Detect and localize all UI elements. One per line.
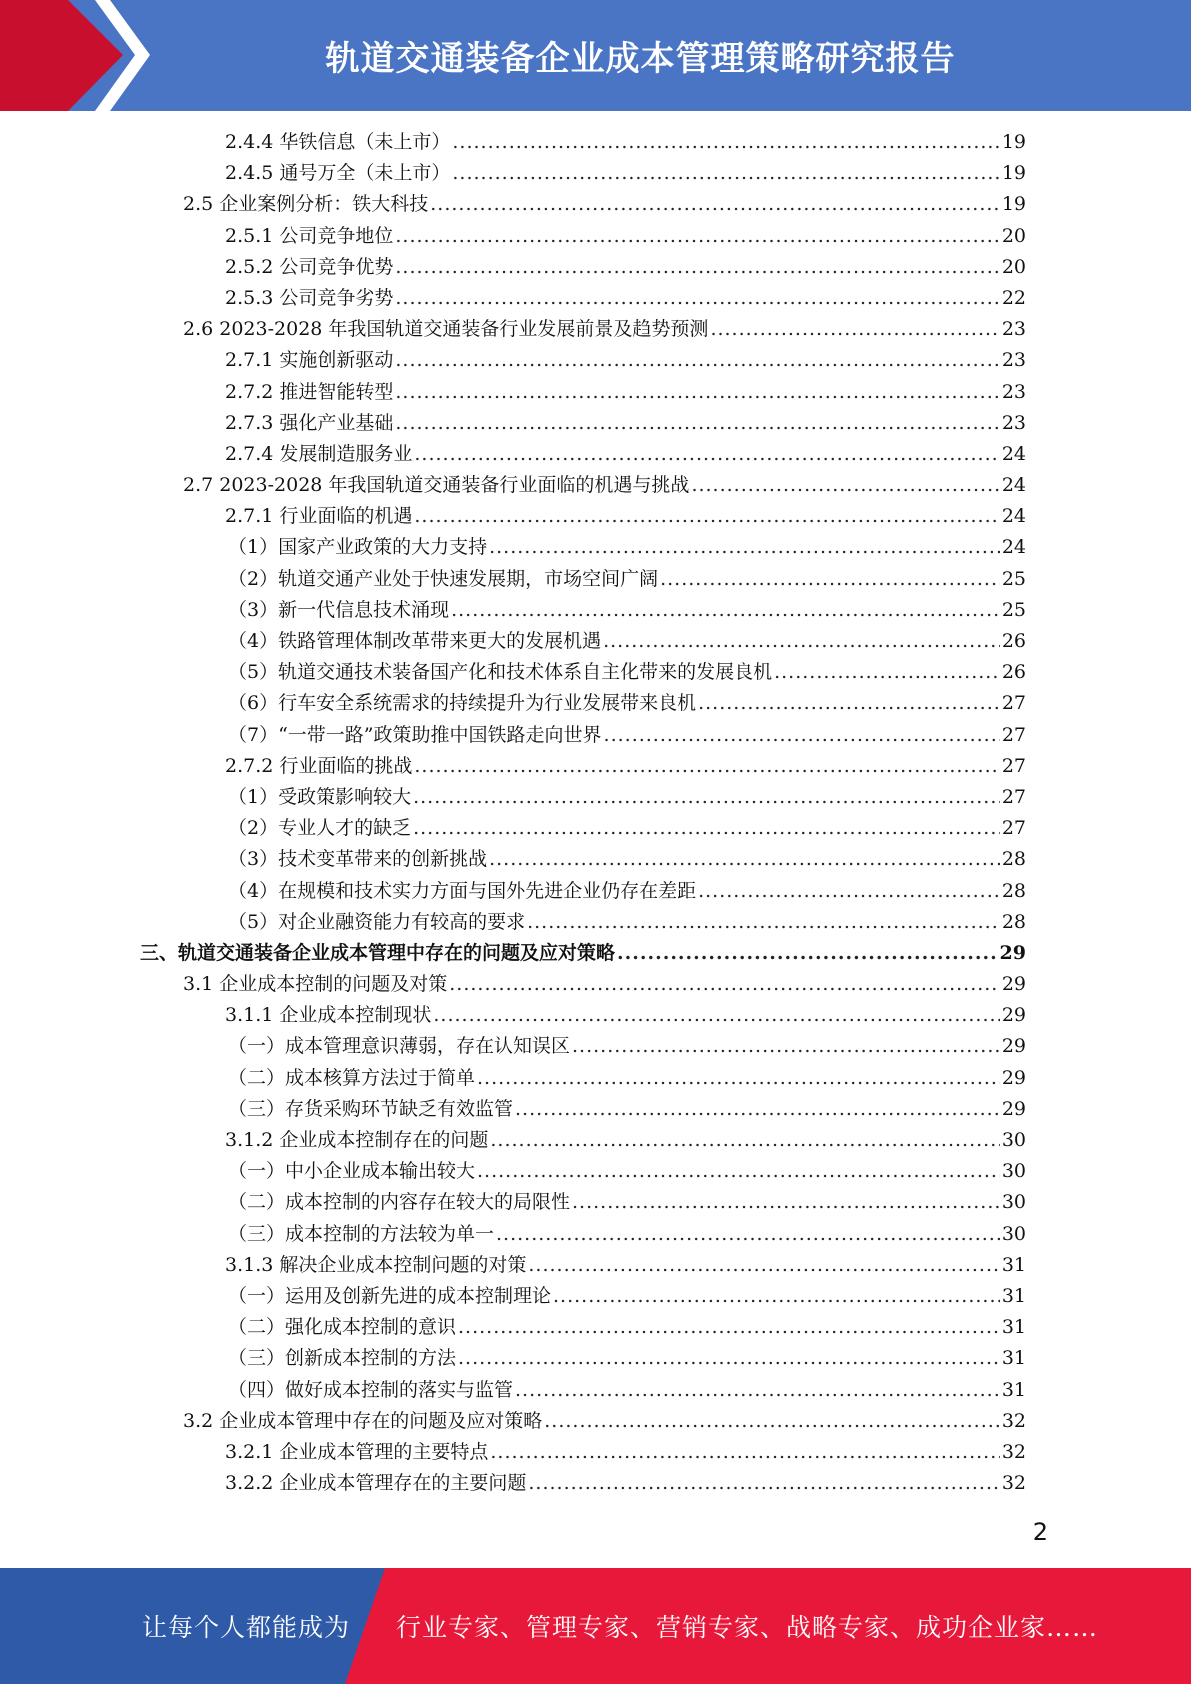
toc-entry[interactable]	[0, 1312, 1026, 1343]
toc-entry-title: 2.5 企业案例分析：铁大科技	[183, 193, 429, 216]
toc-entry-title: 3.1.3 解决企业成本控制问题的对策	[225, 1253, 527, 1276]
toc-entry[interactable]	[0, 1281, 1026, 1312]
toc-entry[interactable]	[0, 564, 1026, 595]
toc-entry[interactable]	[0, 782, 1026, 813]
toc-entry-title: （1）国家产业政策的大力支持	[228, 536, 488, 559]
toc-dot-leader	[449, 969, 1000, 1000]
toc-entry[interactable]	[0, 1437, 1026, 1468]
toc-entry[interactable]	[0, 751, 1026, 782]
toc-entry[interactable]	[0, 1000, 1026, 1031]
toc-entry-page: 32	[1001, 1440, 1026, 1463]
toc-dot-leader	[414, 439, 999, 470]
toc-dot-leader	[414, 501, 999, 532]
toc-entry-title: （7）“一带一路”政策助推中国铁路走向世界	[228, 723, 602, 746]
toc-entry-title: 三、轨道交通装备企业成本管理中存在的问题及应对策略	[140, 941, 616, 964]
toc-dot-leader	[774, 657, 1000, 688]
toc-entry-title: （3）技术变革带来的创新挑战	[228, 848, 488, 871]
toc-entry[interactable]	[0, 439, 1026, 470]
toc-entry[interactable]	[0, 626, 1026, 657]
toc-entry[interactable]	[0, 501, 1026, 532]
footer-slogan-right: 行业专家、管理专家、营销专家、战略专家、成功企业家……	[396, 1613, 1099, 1642]
toc-entry[interactable]	[0, 844, 1026, 875]
toc-dot-leader	[452, 158, 999, 189]
toc-entry-title: 3.2 企业成本管理中存在的问题及应对策略	[183, 1409, 543, 1432]
toc-entry-page: 29	[1001, 973, 1026, 996]
toc-entry[interactable]	[0, 221, 1026, 252]
toc-entry-title: （2）轨道交通产业处于快速发展期，市场空间广阔	[228, 567, 659, 590]
toc-entry-title: （4）在规模和技术实力方面与国外先进企业仍存在差距	[228, 879, 697, 902]
toc-dot-leader	[515, 1094, 1000, 1125]
toc-dot-leader	[617, 938, 998, 969]
toc-entry-page: 24	[1001, 474, 1026, 497]
toc-entry-page: 23	[1001, 411, 1026, 434]
toc-entry[interactable]	[0, 252, 1026, 283]
toc-dot-leader	[395, 345, 999, 376]
toc-entry-title: （四）做好成本控制的落实与监管	[228, 1378, 514, 1401]
toc-entry-page: 31	[1001, 1378, 1026, 1401]
toc-dot-leader	[691, 470, 999, 501]
toc-entry-title: 2.7.4 发展制造服务业	[225, 442, 413, 465]
toc-entry-title: 2.7.2 推进智能转型	[225, 380, 394, 403]
toc-entry[interactable]	[0, 969, 1026, 1000]
toc-entry[interactable]	[0, 688, 1026, 719]
toc-entry[interactable]	[0, 1125, 1026, 1156]
toc-entry-page: 19	[1001, 193, 1026, 216]
toc-dot-leader	[515, 1375, 1000, 1406]
toc-entry[interactable]	[0, 1187, 1026, 1218]
toc-entry-title: （6）行车安全系统需求的持续提升为行业发展带来良机	[228, 692, 697, 715]
toc-entry-page: 27	[1001, 692, 1026, 715]
toc-dot-leader	[489, 844, 1000, 875]
toc-entry-page: 29	[1001, 1004, 1026, 1027]
toc-dot-leader	[528, 1468, 999, 1499]
toc-entry-title: （二）成本核算方法过于简单	[228, 1066, 476, 1089]
toc-entry-title: （二）强化成本控制的意识	[228, 1316, 457, 1339]
toc-dot-leader	[660, 564, 1000, 595]
toc-dot-leader	[414, 751, 999, 782]
toc-entry-title: （二）成本控制的内容存在较大的局限性	[228, 1191, 571, 1214]
toc-entry-page: 24	[1001, 505, 1026, 528]
toc-entry[interactable]	[0, 938, 1026, 969]
toc-entry-page: 19	[1001, 131, 1026, 153]
toc-entry-page: 27	[1001, 817, 1026, 840]
toc-entry[interactable]	[0, 377, 1026, 408]
toc-entry-page: 30	[1001, 1129, 1026, 1151]
toc-entry-page: 23	[1001, 380, 1026, 403]
toc-entry[interactable]	[0, 1406, 1026, 1437]
toc-entry-title: （1）受政策影响较大	[228, 785, 412, 808]
toc-entry-page: 23	[1001, 318, 1026, 341]
toc-entry-title: 3.1 企业成本控制的问题及对策	[183, 973, 448, 996]
toc-entry-page: 26	[1001, 661, 1026, 684]
toc-entry[interactable]	[0, 189, 1026, 220]
toc-entry-title: 2.5.3 公司竞争劣势	[225, 286, 394, 309]
toc-dot-leader	[395, 221, 999, 252]
toc-dot-leader	[395, 408, 999, 439]
toc-entry-title: 3.2.2 企业成本管理存在的主要问题	[225, 1472, 527, 1495]
toc-entry[interactable]	[0, 1375, 1026, 1406]
toc-dot-leader	[477, 1156, 1000, 1187]
toc-entry-page: 19	[1001, 162, 1026, 185]
toc-entry-page: 31	[1001, 1253, 1026, 1276]
toc-entry[interactable]	[0, 876, 1026, 907]
toc-entry-title: 2.4.5 通号万全（未上市）	[225, 162, 451, 185]
toc-entry-title: 2.5.2 公司竞争优势	[225, 255, 394, 278]
toc-dot-leader	[395, 377, 999, 408]
toc-entry[interactable]	[0, 1156, 1026, 1187]
toc-entry-page: 26	[1001, 630, 1026, 652]
toc-entry[interactable]	[0, 720, 1026, 751]
toc-dot-leader	[458, 1312, 1000, 1343]
toc-entry[interactable]	[0, 1063, 1026, 1094]
toc-dot-leader	[430, 189, 1000, 220]
toc-entry-page: 31	[1001, 1284, 1026, 1307]
footer-banner	[0, 1568, 1191, 1684]
toc-entry-title: （5）对企业融资能力有较高的要求	[228, 910, 526, 933]
toc-entry-title: （一）中小企业成本输出较大	[228, 1160, 476, 1183]
toc-dot-leader	[452, 127, 999, 158]
toc-entry-title: （一）成本管理意识薄弱，存在认知误区	[228, 1035, 571, 1058]
toc-entry[interactable]	[0, 657, 1026, 688]
toc-dot-leader	[458, 1343, 1000, 1374]
toc-entry-page: 24	[1001, 442, 1026, 465]
toc-entry-title: （三）创新成本控制的方法	[228, 1347, 457, 1370]
toc-entry-title: 2.7 2023-2028 年我国轨道交通装备行业面临的机遇与挑战	[183, 474, 690, 497]
toc-entry-page: 30	[1001, 1160, 1026, 1183]
toc-dot-leader	[544, 1406, 1000, 1437]
toc-dot-leader	[433, 1000, 999, 1031]
toc-entry-title: （3）新一代信息技术涌现	[228, 598, 450, 621]
toc-entry-title: （一）运用及创新先进的成本控制理论	[228, 1284, 552, 1307]
document-title: 轨道交通装备企业成本管理策略研究报告	[325, 39, 956, 79]
toc-entry[interactable]	[0, 158, 1026, 189]
toc-entry[interactable]	[0, 595, 1026, 626]
toc-dot-leader	[603, 626, 1000, 657]
toc-dot-leader	[698, 688, 1000, 719]
toc-entry[interactable]	[0, 127, 1026, 158]
toc-dot-leader	[413, 782, 1000, 813]
toc-entry-title: 2.6 2023-2028 年我国轨道交通装备行业发展前景及趋势预测	[183, 318, 709, 341]
toc-entry-title: （4）铁路管理体制改革带来更大的发展机遇	[228, 630, 602, 652]
toc-entry-page: 29	[1001, 1035, 1026, 1058]
toc-dot-leader	[527, 907, 1000, 938]
toc-entry-page: 28	[1001, 879, 1026, 902]
toc-entry-page: 32	[1001, 1409, 1026, 1432]
toc-entry-page: 25	[1001, 598, 1026, 621]
toc-entry-title: 2.4.4 华铁信息（未上市）	[225, 131, 451, 153]
toc-entry-page: 31	[1001, 1347, 1026, 1370]
toc-entry-page: 22	[1001, 286, 1026, 309]
toc-dot-leader	[572, 1031, 1000, 1062]
toc-entry-title: （三）成本控制的方法较为单一	[228, 1222, 495, 1245]
toc-entry[interactable]	[0, 470, 1026, 501]
toc-entry[interactable]	[0, 1219, 1026, 1250]
toc-entry-title: 3.1.1 企业成本控制现状	[225, 1004, 432, 1027]
toc-entry[interactable]	[0, 813, 1026, 844]
toc-entry-page: 28	[1001, 848, 1026, 871]
toc-entry-page: 24	[1001, 536, 1026, 559]
toc-entry[interactable]	[0, 532, 1026, 563]
toc-entry-title: （三）存货采购环节缺乏有效监管	[228, 1097, 514, 1120]
toc-dot-leader	[528, 1250, 999, 1281]
toc-entry-page: 31	[1001, 1316, 1026, 1339]
toc-entry[interactable]	[0, 408, 1026, 439]
toc-entry-title: 3.2.1 企业成本管理的主要特点	[225, 1440, 489, 1463]
toc-entry-page: 32	[1001, 1472, 1026, 1495]
toc-entry[interactable]	[0, 314, 1026, 345]
toc-dot-leader	[395, 283, 999, 314]
toc-dot-leader	[451, 595, 1000, 626]
toc-dot-leader	[572, 1187, 1000, 1218]
toc-entry-page: 25	[1001, 567, 1026, 590]
footer-slogan-left: 让每个人都能成为	[142, 1613, 351, 1642]
toc-dot-leader	[489, 532, 1000, 563]
toc-entry-title: 2.7.1 实施创新驱动	[225, 349, 394, 372]
toc-dot-leader	[413, 813, 1000, 844]
toc-dot-leader	[395, 252, 999, 283]
toc-dot-leader	[477, 1063, 1000, 1094]
toc-entry-title: （5）轨道交通技术装备国产化和技术体系自主化带来的发展良机	[228, 661, 773, 684]
toc-entry-page: 28	[1001, 910, 1026, 933]
toc-entry-page: 20	[1001, 255, 1026, 278]
toc-dot-leader	[496, 1219, 1000, 1250]
toc-entry-page: 29	[999, 941, 1026, 964]
toc-entry[interactable]	[0, 1094, 1026, 1125]
toc-dot-leader	[553, 1281, 1000, 1312]
toc-entry-title: 2.7.2 行业面临的挑战	[225, 754, 413, 777]
toc-entry[interactable]	[0, 345, 1026, 376]
toc-entry[interactable]	[0, 1250, 1026, 1281]
toc-entry[interactable]	[0, 907, 1026, 938]
toc-entry[interactable]	[0, 1468, 1026, 1499]
toc-entry-page: 27	[1001, 754, 1026, 777]
toc-dot-leader	[490, 1437, 999, 1468]
toc-entry-page: 30	[1001, 1191, 1026, 1214]
table-of-contents	[0, 127, 1191, 1499]
header-banner	[0, 0, 1191, 111]
toc-entry-page: 20	[1001, 224, 1026, 247]
toc-entry-page: 29	[1001, 1097, 1026, 1120]
toc-entry-page: 27	[1001, 723, 1026, 746]
page-number: 2	[1032, 1518, 1048, 1546]
toc-dot-leader	[604, 720, 1000, 751]
toc-entry-title: 2.7.1 行业面临的机遇	[225, 505, 413, 528]
toc-entry[interactable]	[0, 1343, 1026, 1374]
toc-entry-page: 29	[1001, 1066, 1026, 1089]
toc-entry[interactable]	[0, 283, 1026, 314]
toc-entry-page: 27	[1001, 785, 1026, 808]
toc-entry[interactable]	[0, 1031, 1026, 1062]
toc-dot-leader	[710, 314, 999, 345]
toc-entry-page: 30	[1001, 1222, 1026, 1245]
toc-entry-page: 23	[1001, 349, 1026, 372]
toc-entry-title: （2）专业人才的缺乏	[228, 817, 412, 840]
toc-entry-title: 2.7.3 强化产业基础	[225, 411, 394, 434]
toc-dot-leader	[698, 876, 1000, 907]
toc-entry-title: 3.1.2 企业成本控制存在的问题	[225, 1129, 489, 1151]
toc-dot-leader	[490, 1125, 999, 1156]
toc-entry-title: 2.5.1 公司竞争地位	[225, 224, 394, 247]
